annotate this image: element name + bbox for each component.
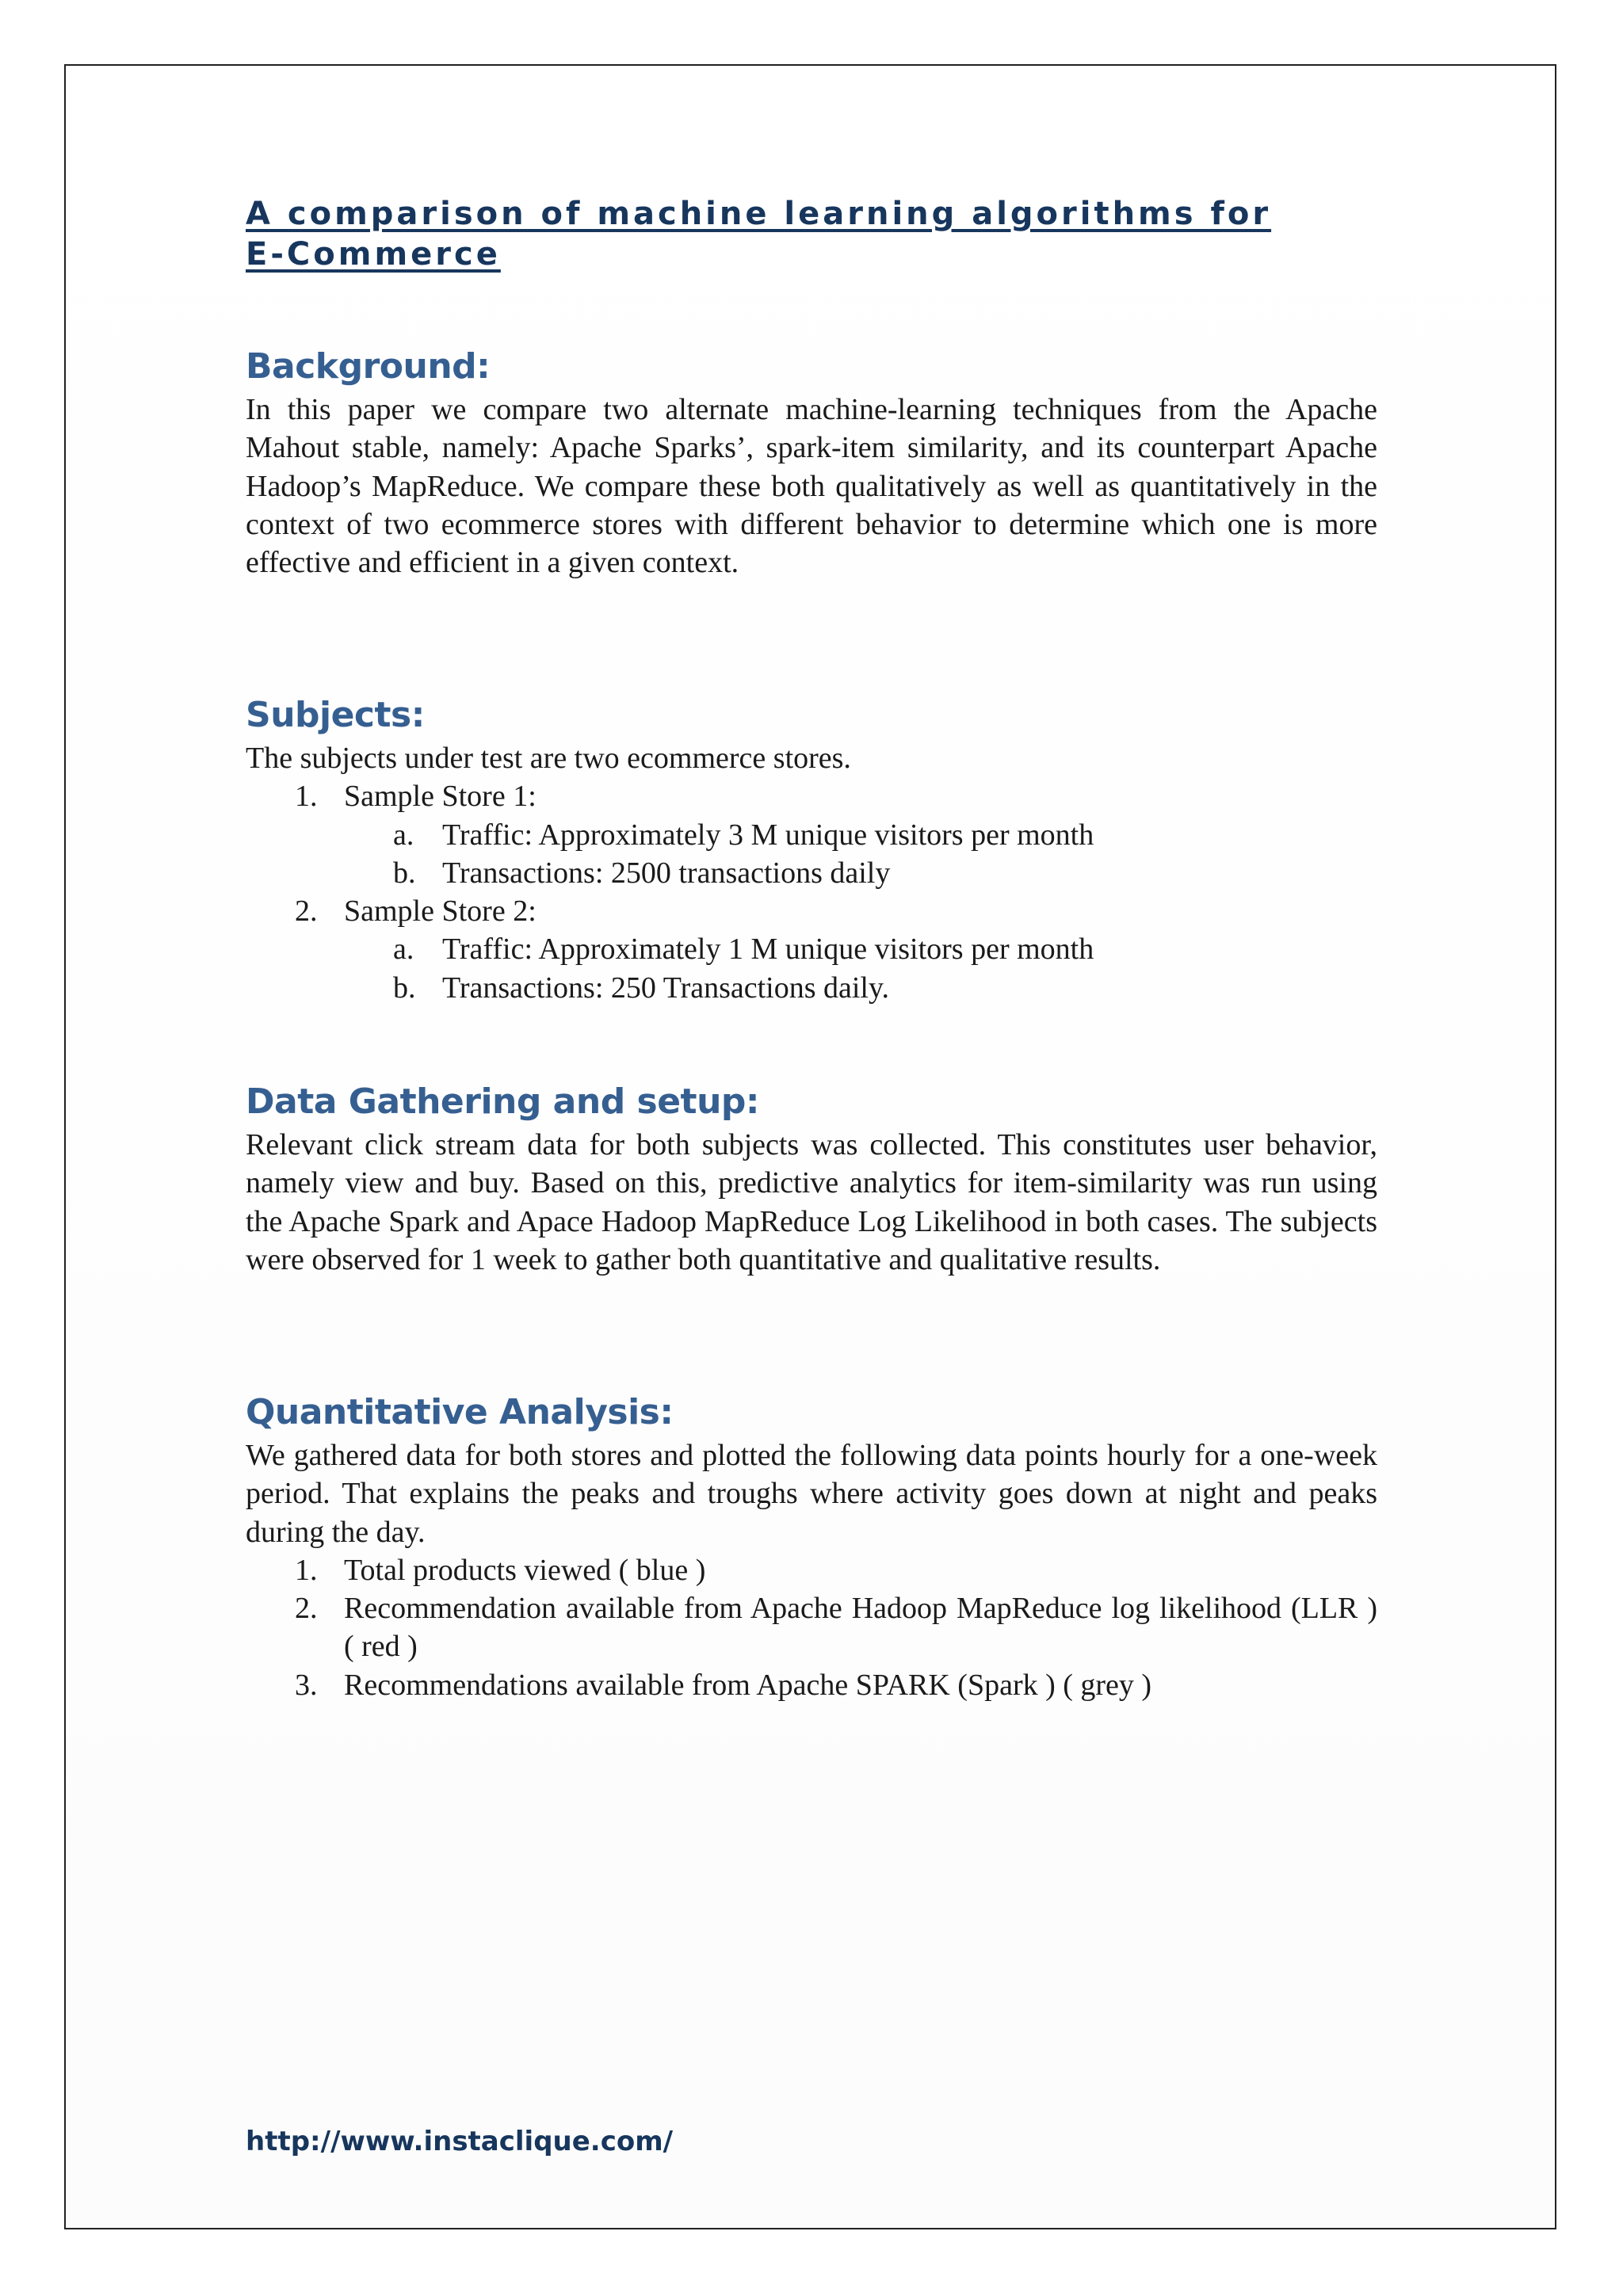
list-marker: 1. [295,1553,318,1587]
section-background [246,343,1377,582]
quantitative-paragraph: We gathered data for both stores and plotted the following data points hourly for a one-week period. That explains the peaks and troughs where activity goes down at night and peaks during the day. [246,1439,1377,1549]
store-detail: Traffic: Approximately 3 M unique visitors per month [442,818,1094,852]
data-point-text: Recommendations available from Apache SPARK (Spark ) ( grey ) [344,1668,1152,1702]
background-paragraph: In this paper we compare two alternate machine-learning techniques from the Apache Mahout stable, namely: Apache Sparks’, spark-item similarity, and its counterpart Apache Hadoop’s MapReduce. We compare these both qualitatively as well as quantitatively in the context of two ecommerce stores with different behavior to determine which one is more effective and efficient in a given context. [246,393,1377,580]
store-detail: Transactions: 2500 transactions daily [442,856,891,890]
list-marker: b. [393,856,416,890]
list-marker: b. [393,971,416,1005]
list-item [246,1551,1377,1589]
section-data-gathering [246,1078,1377,1279]
section-quantitative [246,1389,1377,1704]
list-marker: 2. [295,894,318,929]
document-title: A comparison of machine learning algorithms for E-Commerce [246,196,1272,273]
list-marker: 3. [295,1668,318,1702]
list-item [246,816,1377,854]
list-marker: 2. [295,1592,318,1626]
section-subjects [246,692,1377,1007]
list-item [246,930,1377,968]
section-heading-quantitative: Quantitative Analysis: [246,1392,674,1432]
stores-list [246,777,1377,1007]
list-item [246,1666,1377,1704]
list-marker: 1. [295,780,318,814]
footer-link[interactable]: http://www.instaclique.com/ [246,2126,674,2157]
list-marker: a. [393,818,414,852]
store-label: Sample Store 2: [344,894,537,929]
data-point-text: Total products viewed ( blue ) [344,1553,706,1587]
store-details-list [246,930,1377,1007]
store-detail: Transactions: 250 Transactions daily. [442,971,890,1005]
data-gathering-paragraph: Relevant click stream data for both subjects was collected. This constitutes user behavior, namely view and buy. Based on this, predictive analytics for item-similarity was run using the Apache Spark and Apace Hadoop MapReduce Log Likelihood in both cases. The subjects were observed for 1 week to gather both quantitative and qualitative results. [246,1128,1377,1276]
store-detail: Traffic: Approximately 1 M unique visitors per month [442,933,1094,967]
subjects-intro: The subjects under test are two ecommerce stores. [246,742,851,775]
section-heading-data-gathering: Data Gathering and setup: [246,1081,759,1122]
list-item [246,892,1377,1007]
section-heading-background: Background: [246,346,491,387]
section-heading-subjects: Subjects: [246,695,425,735]
list-marker: a. [393,933,414,967]
list-item [246,969,1377,1007]
store-label: Sample Store 1: [344,780,537,814]
store-details-list [246,816,1377,893]
list-item [246,1589,1377,1666]
list-item [246,777,1377,892]
data-points-list [246,1551,1377,1704]
document-body [246,194,1377,1702]
data-point-text: Recommendation available from Apache Hadoop MapReduce log likelihood (LLR ) ( red ) [344,1592,1377,1664]
list-item [246,854,1377,892]
